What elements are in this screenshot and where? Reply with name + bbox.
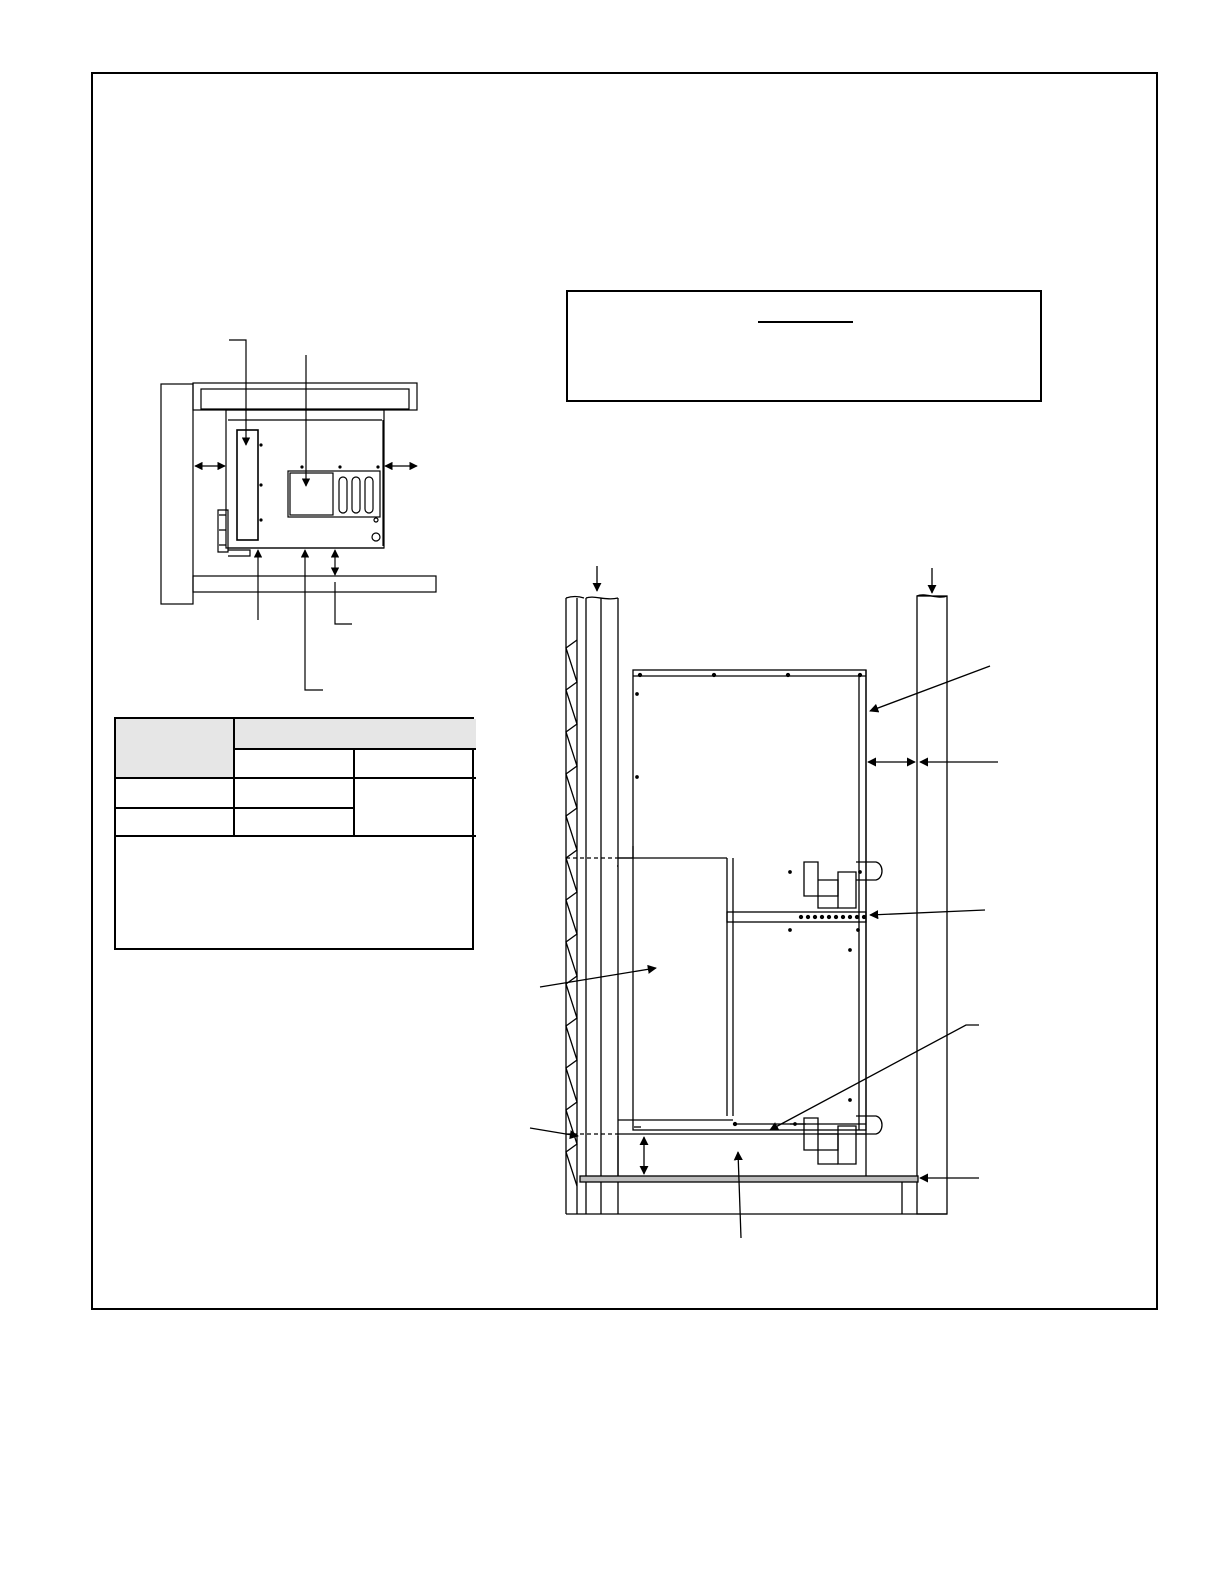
shelf-screw-row [800,916,866,919]
side-view-leaders [530,566,998,1238]
side-view-structure [566,595,947,1214]
